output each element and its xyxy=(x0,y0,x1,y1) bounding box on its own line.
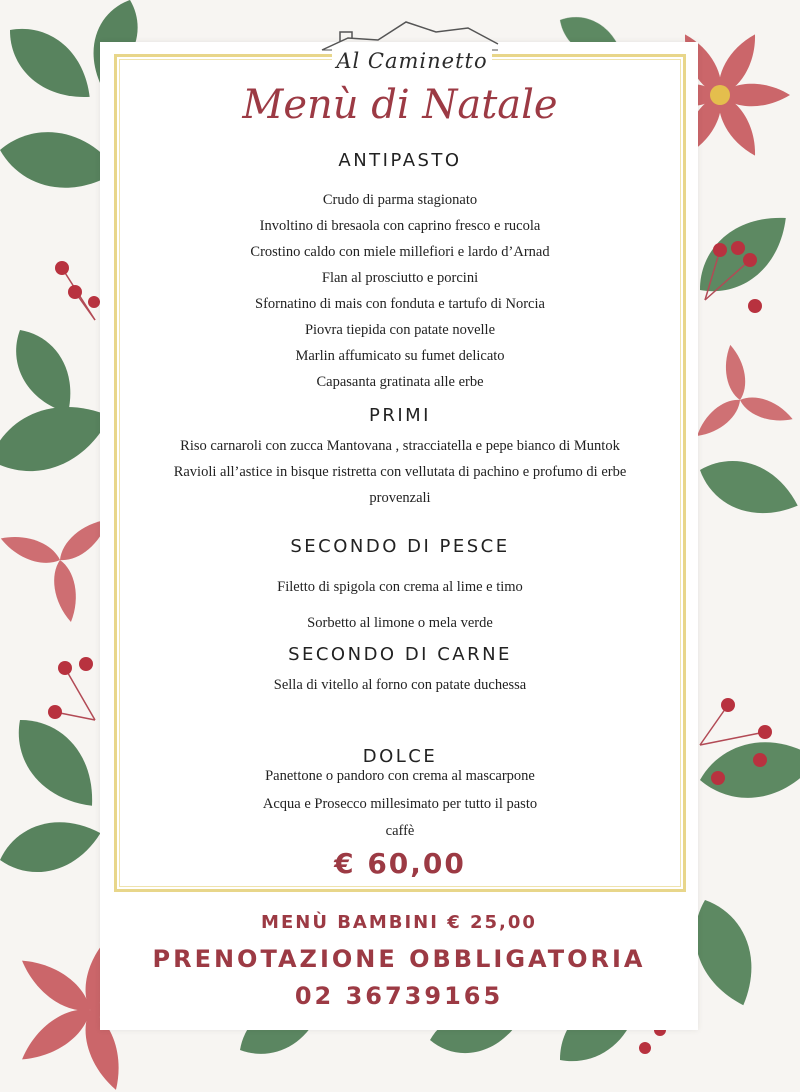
menu-item: Riso carnaroli con zucca Mantovana , stracciatella e pepe bianco di Muntok xyxy=(180,438,620,454)
menu-item: Sorbetto al limone o mela verde xyxy=(307,615,493,631)
kids-menu-price: MENÙ BAMBINI € 25,00 xyxy=(261,912,537,933)
phone-number: 02 36739165 xyxy=(294,982,504,1010)
menu-item: Ravioli all’astice in bisque ristretta con vellutata di pachino e profumo di erbe xyxy=(173,464,627,480)
antipasto-list xyxy=(120,187,680,395)
menu-item: Involtino di bresaola con caprino fresco e rucola xyxy=(259,218,541,234)
menu-item: Flan al prosciutto e porcini xyxy=(321,270,479,286)
page-title: Menù di Natale xyxy=(242,82,558,128)
primi-list xyxy=(120,433,680,511)
menu-price: € 60,00 xyxy=(334,847,466,880)
menu-item: Crudo di parma stagionato xyxy=(322,192,478,208)
restaurant-name: Al Caminetto xyxy=(332,48,492,74)
menu-item: Capasanta gratinata alle erbe xyxy=(316,374,484,390)
menu-item: Panettone o pandoro con crema al mascarpone xyxy=(265,768,535,784)
reservation-notice: PRENOTAZIONE OBBLIGATORIA xyxy=(152,945,646,973)
menu-item: Crostino caldo con miele millefiori e lardo d’Arnad xyxy=(250,244,550,260)
section-heading-primi: PRIMI xyxy=(368,405,431,426)
section-heading-secondo-carne: SECONDO DI CARNE xyxy=(288,644,512,665)
restaurant-logo xyxy=(318,18,502,82)
menu-item: Acqua e Prosecco millesimato per tutto il pasto xyxy=(262,796,538,812)
section-heading-secondo-pesce: SECONDO DI PESCE xyxy=(290,536,510,557)
section-heading-dolce: DOLCE xyxy=(362,746,438,767)
menu-item: Marlin affumicato su fumet delicato xyxy=(295,348,505,364)
menu-item: caffè xyxy=(385,823,415,839)
menu-item: Sella di vitello al forno con patate duchessa xyxy=(273,677,527,693)
menu-item: Filetto di spigola con crema al lime e timo xyxy=(277,579,523,595)
menu-item: Piovra tiepida con patate novelle xyxy=(304,322,496,338)
section-heading-antipasto: ANTIPASTO xyxy=(338,150,462,171)
menu-item: provenzali xyxy=(369,490,431,506)
menu-item: Sfornatino di mais con fonduta e tartufo di Norcia xyxy=(255,296,545,312)
